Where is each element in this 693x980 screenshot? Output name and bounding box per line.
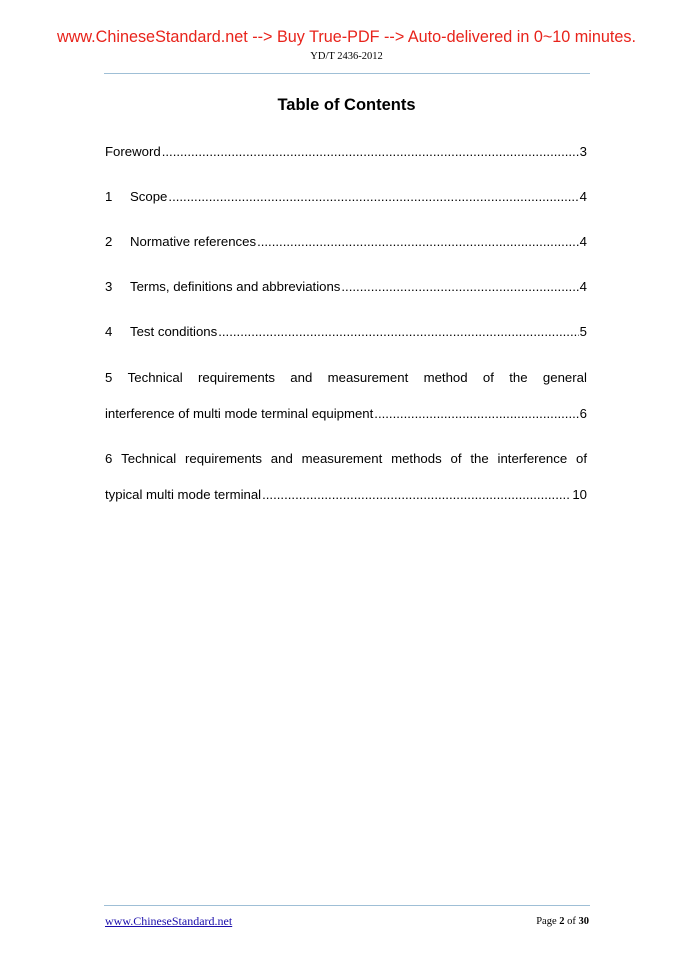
toc-entry-normative-references[interactable] (105, 233, 587, 251)
toc-section-number: 1 (105, 189, 113, 204)
toc-word: the (509, 370, 528, 385)
toc-section-number: 4 (105, 324, 113, 339)
toc-page-number: 6 (579, 406, 587, 421)
toc-entry-label: Test conditions (130, 324, 218, 339)
toc-section-number: 3 (105, 279, 113, 294)
toc-page-number: 4 (579, 234, 587, 249)
header-divider (104, 73, 590, 74)
page-of-label: of (567, 916, 576, 927)
toc-dot-leader (341, 278, 578, 296)
document-code: YD/T 2436-2012 (310, 51, 383, 62)
toc-dot-leader (257, 233, 579, 251)
toc-dot-leader (218, 323, 578, 341)
toc-entry-label (105, 369, 587, 387)
footer-divider (104, 905, 590, 906)
toc-page-number: 4 (579, 279, 587, 294)
toc-word: and (290, 370, 313, 385)
promo-banner[interactable]: www.ChineseStandard.net --> Buy True-PDF --> Auto-delivered in 0~10 minutes. (57, 28, 636, 46)
toc-word: methods (391, 451, 442, 466)
toc-page-number: 4 (579, 189, 587, 204)
toc-word: method (423, 370, 468, 385)
toc-entry-scope[interactable] (105, 188, 587, 206)
toc-entry-label (105, 450, 587, 468)
toc-entry-label: Foreword (105, 144, 161, 159)
toc-entry-general-interference[interactable] (105, 369, 587, 387)
toc-word: of (450, 451, 462, 466)
toc-word: of (482, 370, 494, 385)
toc-entry-label: interference of multi mode terminal equipment (105, 406, 374, 421)
toc-word: general (542, 370, 587, 385)
current-page: 2 (559, 916, 565, 927)
toc-entry-label: Scope (130, 189, 168, 204)
toc-entry-general-interference-cont[interactable] (105, 405, 587, 423)
toc-word: requirements (197, 370, 275, 385)
page-label: Page (536, 916, 557, 927)
toc-section-number: 6 (105, 451, 113, 466)
toc-dot-leader (262, 486, 571, 504)
page-number (536, 916, 589, 927)
toc-entry-label: Terms, definitions and abbreviations (130, 279, 341, 294)
footer-website-link[interactable]: www.ChineseStandard.net (105, 914, 233, 928)
toc-section-number: 5 (105, 370, 113, 385)
toc-word: requirements (184, 451, 262, 466)
toc-word: of (575, 451, 587, 466)
toc-word: the (470, 451, 489, 466)
toc-entry-typical-interference-cont[interactable] (105, 486, 587, 504)
toc-word: Technical (127, 370, 183, 385)
toc-entry-foreword[interactable] (105, 143, 587, 161)
toc-dot-leader (374, 405, 578, 423)
toc-dot-leader (168, 188, 578, 206)
toc-dot-leader (162, 143, 579, 161)
toc-entry-typical-interference[interactable] (105, 450, 587, 468)
toc-entry-label: typical multi mode terminal (105, 487, 262, 502)
toc-page-number: 10 (572, 487, 587, 502)
toc-word: interference (497, 451, 568, 466)
toc-entry-terms[interactable] (105, 278, 587, 296)
toc-page-number: 5 (579, 324, 587, 339)
toc-section-number: 2 (105, 234, 113, 249)
toc-entry-label: Normative references (130, 234, 257, 249)
page-title: Table of Contents (277, 96, 416, 114)
toc-word: measurement (301, 451, 383, 466)
toc-page-number: 3 (579, 144, 587, 159)
toc-entry-test-conditions[interactable] (105, 323, 587, 341)
toc-word: measurement (327, 370, 409, 385)
total-pages: 30 (578, 916, 589, 927)
toc-word: Technical (121, 451, 177, 466)
toc-word: and (270, 451, 293, 466)
